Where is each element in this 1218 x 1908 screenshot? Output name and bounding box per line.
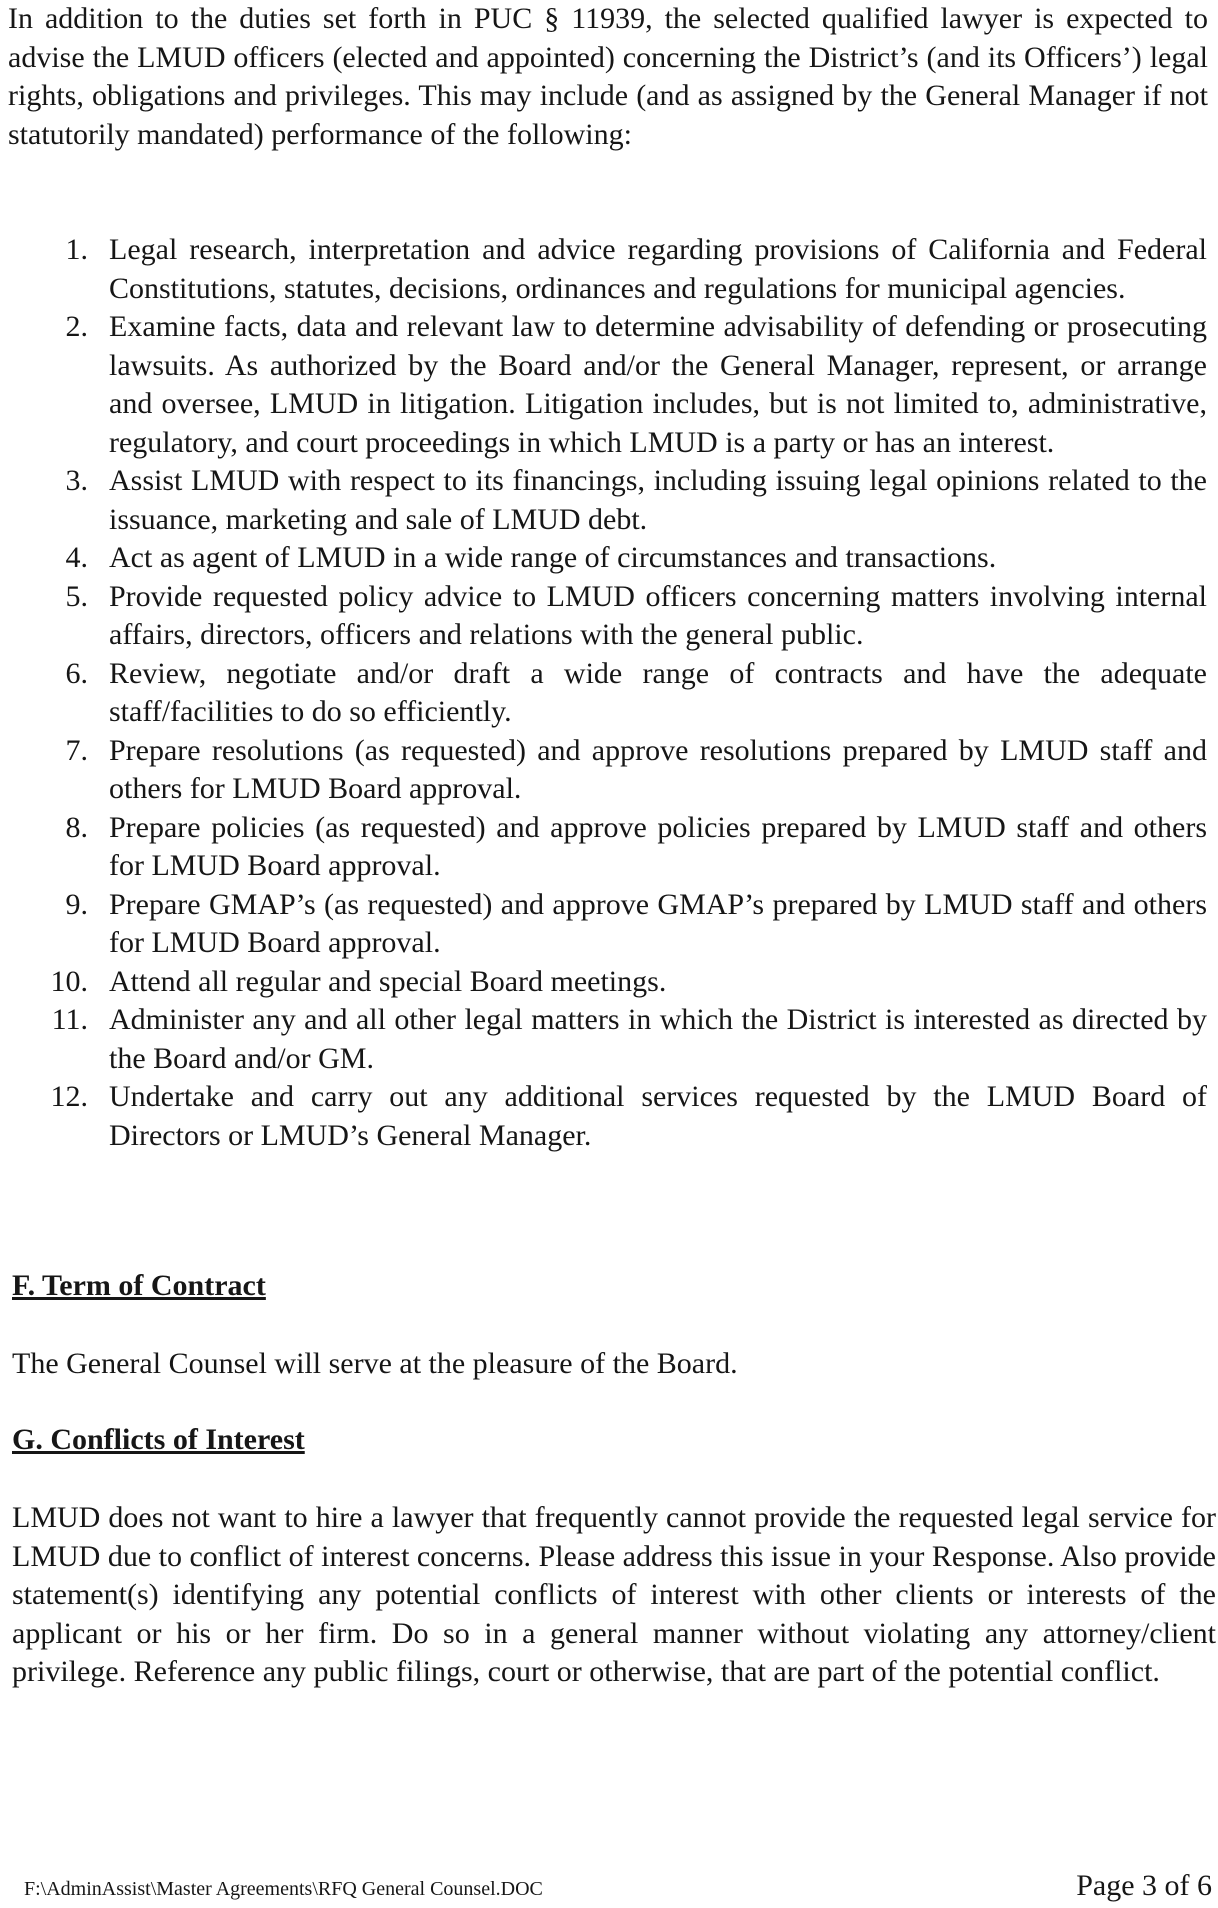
duty-number: 1. [65,233,88,266]
duty-number: 11. [51,1003,88,1036]
duty-item [0,1078,1207,1155]
footer-file-path: F:\AdminAssist\Master Agreements\RFQ General Counsel.DOC [24,1878,543,1900]
section-g-body: LMUD does not want to hire a lawyer that frequently cannot provide the requested legal service for LMUD due to conflict of interest concerns. Please address this issue in your Response. Also provide statement(s) identifying any potential conflicts of interest with other clients or interests of the applicant or his or her firm. Do so in a general manner without violating any attorney/client privilege. Reference any public filings, court or otherwise, that are part of the potential conflict. [12,1501,1216,1688]
duty-number: 10. [50,964,88,998]
section-f-heading: F. Term of Contract [12,1269,266,1302]
duty-text: Prepare resolutions (as requested) and approve resolutions prepared by LMUD staff and others for LMUD Board approval. [109,733,1207,805]
duty-item [0,539,1207,578]
duty-item [0,308,1207,462]
section-g-heading: G. Conflicts of Interest [12,1423,305,1456]
duty-item [0,963,1207,1002]
duty-number: 12. [50,1080,88,1113]
duty-text: Review, negotiate and/or draft a wide range of contracts and have the adequate staff/facilities to do so efficiently. [109,656,1207,728]
duty-text: Undertake and carry out any additional services requested by the LMUD Board of Directors or LMUD’s General Manager. [109,1080,1207,1152]
footer-page-number: Page 3 of 6 [1076,1869,1212,1902]
duty-number: 8. [65,810,88,844]
duty-item [0,231,1207,308]
duty-number: 3. [65,464,88,497]
duties-list [0,231,1218,1155]
duty-item [0,1001,1207,1078]
duty-item [0,462,1207,539]
duty-item [0,732,1207,809]
duty-text: Prepare GMAP’s (as requested) and approve GMAP’s prepared by LMUD staff and others for LMUD Board approval. [109,887,1207,959]
duty-item [0,809,1207,886]
duty-number: 2. [65,310,88,343]
section-f-body: The General Counsel will serve at the pleasure of the Board. [12,1347,738,1380]
duty-number: 6. [65,656,88,690]
duty-text: Prepare policies (as requested) and approve policies prepared by LMUD staff and others for LMUD Board approval. [109,810,1207,882]
duty-text: Act as agent of LMUD in a wide range of circumstances and transactions. [109,541,997,574]
duty-text: Provide requested policy advice to LMUD officers concerning matters involving internal affairs, directors, officers and relations with the general public. [109,579,1207,651]
duty-number: 7. [65,733,88,767]
duty-number: 5. [65,579,88,613]
duty-item [0,578,1207,655]
duty-number: 9. [65,887,88,921]
duty-item [0,655,1207,732]
intro-paragraph: In addition to the duties set forth in PUC § 11939, the selected qualified lawyer is expected to advise the LMUD officers (elected and appointed) concerning the District’s (and its Officers’) legal rights, obligations and privileges. This may include (and as assigned by the General Manager if not statutorily mandated) performance of the following: [8,2,1208,151]
duty-item [0,886,1207,963]
duty-text: Legal research, interpretation and advice regarding provisions of California and Federal Constitutions, statutes, decisions, ordinances and regulations for municipal agencies. [109,233,1207,305]
duty-text: Administer any and all other legal matters in which the District is interested as directed by the Board and/or GM. [109,1003,1207,1075]
duty-text: Attend all regular and special Board meetings. [109,964,667,998]
duty-text: Assist LMUD with respect to its financings, including issuing legal opinions related to the issuance, marketing and sale of LMUD debt. [109,464,1207,536]
duty-number: 4. [65,541,88,574]
duty-text: Examine facts, data and relevant law to determine advisability of defending or prosecuting lawsuits. As authorized by the Board and/or the General Manager, represent, or arrange and oversee, LMUD in litigation. Litigation includes, but is not limited to, administrative, regulatory, and court proceedings in which LMUD is a party or has an interest. [109,310,1207,459]
